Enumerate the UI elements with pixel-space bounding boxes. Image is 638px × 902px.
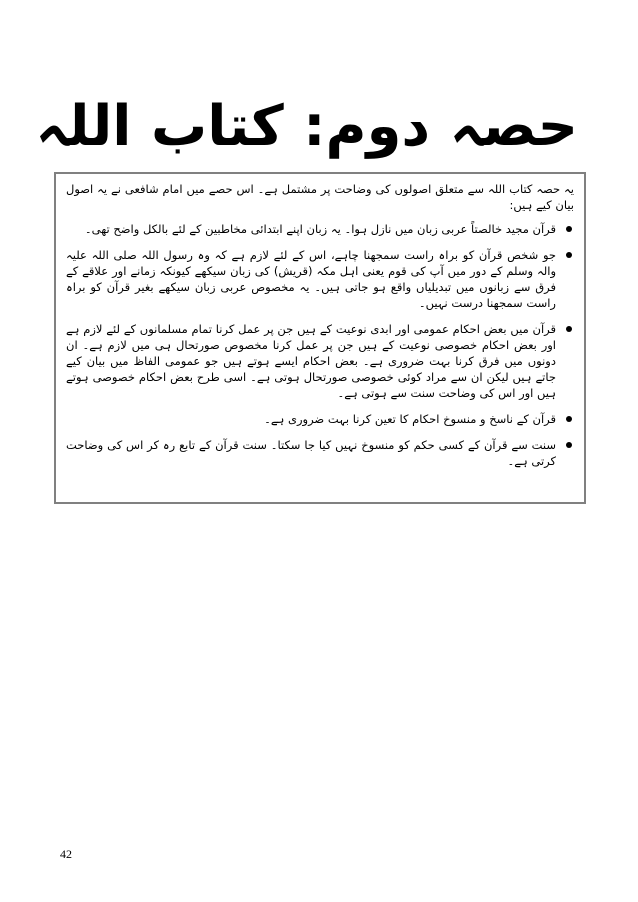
summary-box [54,172,586,504]
list-item [66,221,556,237]
list-item-text: قرآن کے ناسخ و منسوخ احکام کا تعین کرنا بہت ضروری ہے۔ [264,412,556,426]
list-item-text: قرآن مجید خالصتاً عربی زبان میں نازل ہوا۔ یہ زبان اپنے ابتدائی مخاطبین کے لئے بالکل واضح تھی۔ [84,222,556,236]
section-heading: حصہ دوم: کتاب اللہ [35,94,578,159]
intro-paragraph: یہ حصہ کتاب اللہ سے متعلق اصولوں کی وضاحت پر مشتمل ہے۔ اس حصے میں امام شافعی نے یہ اصول بیان کیے ہیں: [66,182,574,212]
list-item [66,411,556,427]
list-item [66,247,556,311]
list-item [66,321,556,401]
list-item [66,437,556,469]
list-item-text: جو شخص قرآن کو براہ راست سمجھنا چاہے، اس کے لئے لازم ہے کہ وہ رسول اللہ صلی اللہ علیہ والہ وسلم کے دور میں آپ کی قوم یعنی اہل مکہ (قریش) کی زبان سیکھے کیونکہ زمانے اور علاقے کے فرق سے زبانوں میں تبدیلیاں واقع ہو جاتی ہیں۔ یہ مخصوص عربی زبان سیکھے بغیر قرآن کو براہ راست سمجھنا درست نہیں۔ [66,248,556,310]
page-number: 42 [60,847,72,861]
bullet-icon [566,416,572,422]
bullet-icon [566,252,572,258]
list-item-text: قرآن میں بعض احکام عمومی اور ابدی نوعیت کے ہیں جن پر عمل کرنا تمام مسلمانوں کے لئے لازم ہے اور بعض احکام خصوصی نوعیت کے ہیں جن پر عمل کرنا مخصوص صورتحال ہی میں لازم ہے۔ ان دونوں میں فرق کرنا بہت ضروری ہے۔ بعض احکام ایسے ہوتے ہیں جو عمومی الفاظ میں بیان کیے جاتے ہیں لیکن ان سے مراد کوئی خصوصی صورتحال ہوتی ہے۔ اسی طرح بعض احکام خصوصی ہوتے ہیں اور اس کی وضاحت سنت سے ہوتی ہے۔ [66,322,556,400]
bullet-icon [566,326,572,332]
list-item-text: سنت سے قرآن کے کسی حکم کو منسوخ نہیں کیا جا سکتا۔ سنت قرآن کے تابع رہ کر اس کی وضاحت کرتی ہے۔ [66,438,556,468]
principles-list [66,221,574,469]
bullet-icon [566,442,572,448]
bullet-icon [566,226,572,232]
